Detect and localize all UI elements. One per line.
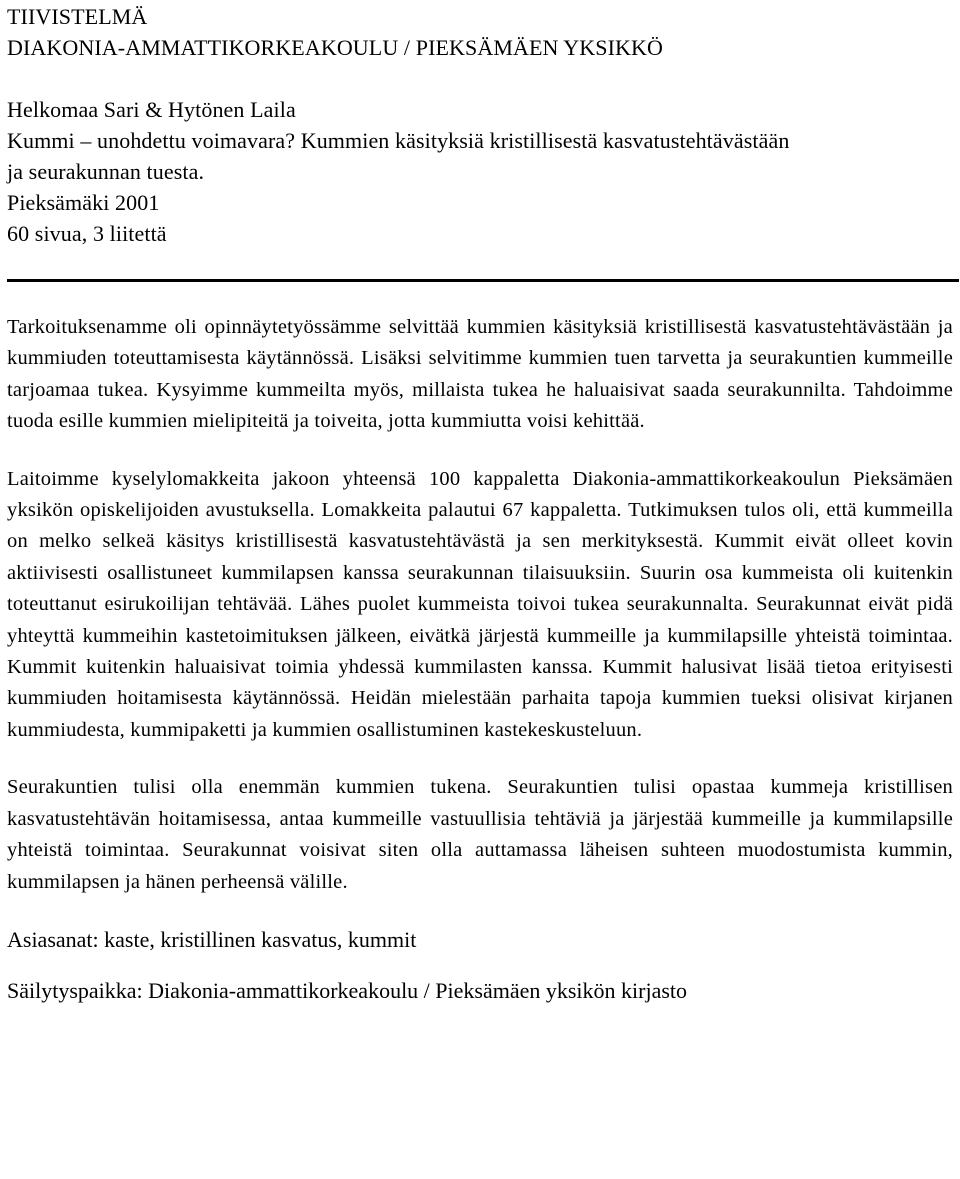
page-count: 60 sivua, 3 liitettä [7,221,167,246]
place-year: Pieksämäki 2001 [7,190,160,215]
authors: Helkomaa Sari & Hytönen Laila [7,97,296,122]
abstract-page [7,0,953,249]
abstract-paragraph-1: Tarkoituksenamme oli opinnäytetyössämme selvittää kummien käsityksiä kristillisestä kasvatustehtävästään ja kummiuden toteuttamisesta käytännössä. Lisäksi selvitimme kummien tuen tarvetta ja seurakuntien kummeille tarjoamaa tukea. Kysyimme kummeilta myös, millaista tukea he haluaisivat saada seurakunnilta. Tahdoimme tuoda esille kummien mielipiteitä ja toiveita, jotta kummiutta voisi kehittää. [7,316,953,433]
document-header [7,0,953,249]
institution-name: DIAKONIA-AMMATTIKORKEAKOULU / PIEKSÄMÄEN YKSIKKÖ [7,35,664,60]
abstract-paragraph-2: Laitoimme kyselylomakkeita jakoon yhteensä 100 kappaletta Diakonia-ammattikorkeakoulun Pieksämäen yksikön opiskelijoiden avustuksella. Lomakkeita palautui 67 kappaletta. Tutkimuksen tulos oli, että kummeilla on melko selkeä käsitys kristillisestä kasvatustehtävästä ja sen merkityksestä. Kummit eivät olleet kovin aktiivisesti osallistuneet kummilapsen kanssa seurakunnan tilaisuuksiin. Suurin osa kummeista oli kuitenkin toteuttanut esirukoilijan tehtävää. Lähes puolet kummeista toivoi tukea seurakunnalta. Seurakunnat eivät pidä yhteyttä kummeihin kastetoimituksen jälkeen, eivätkä järjestä kummeille ja kummilapsille yhteistä toimintaa. Kummit kuitenkin haluaisivat toimia yhdessä kummilasten kanssa. Kummit halusivat lisää tietoa erityisesti kummiuden hoitamisesta käytännössä. Heidän mielestään parhaita tapoja kummien tueksi olisivat kirjanen kummiudesta, kummipaketti ja kummien osallistuminen kastekeskusteluun. [7,467,953,741]
abstract-paragraph-3: Seurakuntien tulisi olla enemmän kummien tukena. Seurakuntien tulisi opastaa kummeja kristillisen kasvatustehtävän hoitamisessa, antaa kummeille vastuullisia tehtäviä ja järjestää kummeille ja kummilapsille yhteistä toimintaa. Seurakunnat voisivat siten olla auttamassa läheisen suhteen muodostumista kummin, kummilapsen ja hänen perheensä välille. [7,776,953,893]
horizontal-rule [7,279,959,282]
thesis-title-line-1: Kummi – unohdettu voimavara? Kummien käsityksiä kristillisestä kasvatustehtävästään [7,128,790,153]
paragraph-gap [7,898,953,924]
paragraph-gap [7,955,953,975]
storage-location: Säilytyspaikka: Diakonia-ammattikorkeakoulu / Pieksämäen yksikön kirjasto [7,977,688,1003]
header-spacer [7,63,953,94]
thesis-title-line-2: ja seurakunnan tuesta. [7,159,205,184]
paragraph-gap [7,438,953,464]
abstract-body [7,312,953,1006]
paragraph-gap [7,746,953,772]
page-title: TIIVISTELMÄ [7,4,148,29]
keywords: Asiasanat: kaste, kristillinen kasvatus, kummit [7,926,417,952]
